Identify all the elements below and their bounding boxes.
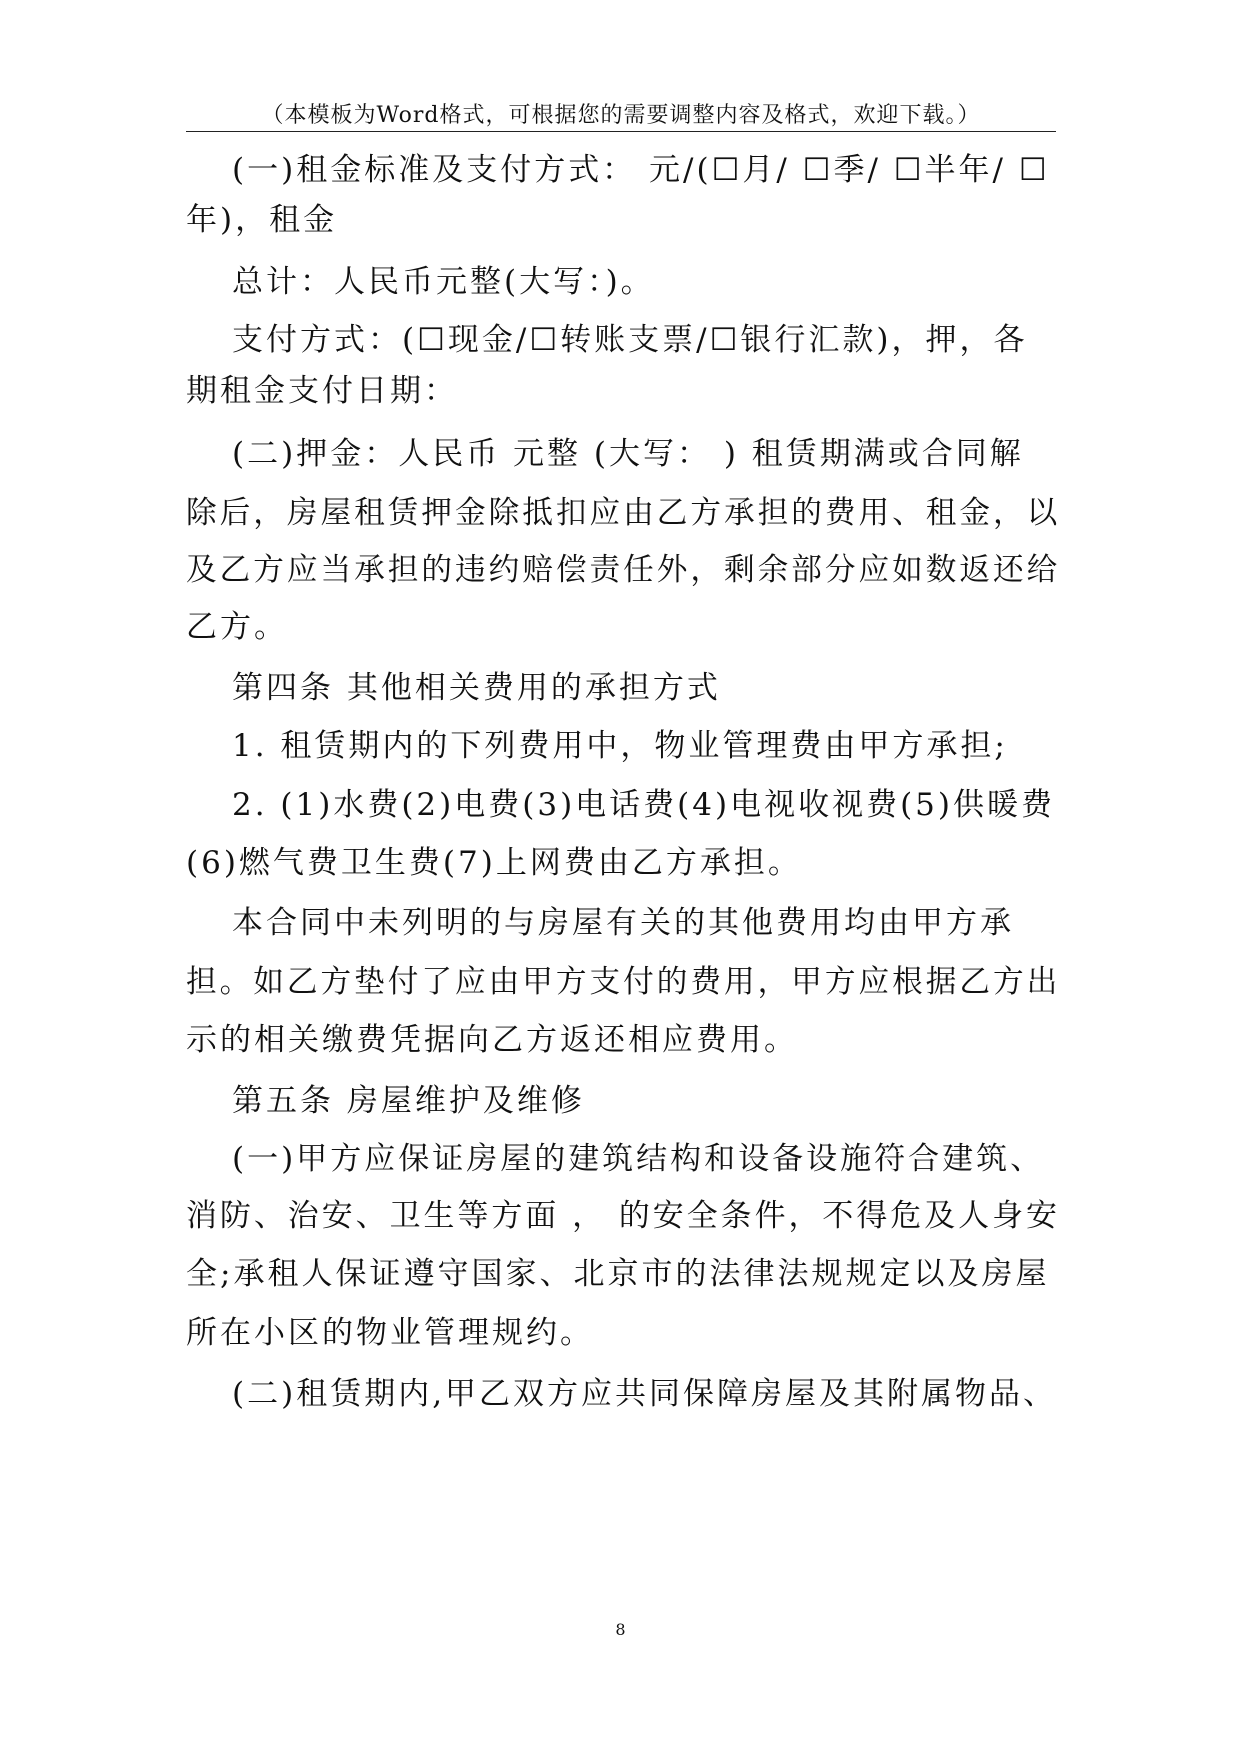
body-text-line: 第五条 房屋维护及维修 bbox=[232, 1083, 585, 1119]
body-text-line: (一)甲方应保证房屋的建筑结构和设备设施符合建筑、 bbox=[232, 1141, 1045, 1177]
body-text-line: (二)押金：人民币 元整 (大写： ) 租赁期满或合同解 bbox=[232, 436, 1024, 472]
body-text-line: 担。如乙方垫付了应由甲方支付的费用，甲方应根据乙方出 bbox=[186, 964, 1061, 1000]
body-text-line: 所在小区的物业管理规约。 bbox=[186, 1315, 594, 1351]
header-divider bbox=[186, 131, 1056, 132]
body-text-line: (二)租赁期内,甲乙双方应共同保障房屋及其附属物品、 bbox=[232, 1376, 1058, 1412]
body-text-line: 乙方。 bbox=[186, 609, 288, 645]
body-text-line: 全;承租人保证遵守国家、北京市的法律法规规定以及房屋 bbox=[186, 1256, 1050, 1292]
body-text-line: 及乙方应当承担的违约赔偿责任外，剩余部分应如数返还给 bbox=[186, 552, 1061, 588]
template-note-header: （本模板为Word格式，可根据您的需要调整内容及格式，欢迎下载。） bbox=[261, 103, 981, 128]
body-text-line: (6)燃气费卫生费(7)上网费由乙方承担。 bbox=[186, 845, 802, 881]
body-text-line: (一)租金标准及支付方式： 元/(☐月/ ☐季/ ☐半年/ ☐ bbox=[232, 152, 1050, 188]
body-text-line: 1. 租赁期内的下列费用中，物业管理费由甲方承担; bbox=[232, 728, 1008, 764]
body-text-line: 总计：人民币元整(大写：)。 bbox=[232, 264, 655, 300]
body-text-line: 2. (1)水费(2)电费(3)电话费(4)电视收视费(5)供暖费 bbox=[232, 787, 1055, 823]
body-text-line: 期租金支付日期： bbox=[186, 373, 458, 409]
body-text-line: 支付方式：(☐现金/☐转账支票/☐银行汇款)，押，各 bbox=[232, 322, 1028, 358]
body-text-line: 第四条 其他相关费用的承担方式 bbox=[232, 670, 721, 706]
body-text-line: 示的相关缴费凭据向乙方返还相应费用。 bbox=[186, 1022, 798, 1058]
body-text-line: 年)，租金 bbox=[186, 202, 338, 238]
page-number: 8 bbox=[615, 1620, 626, 1639]
body-text-line: 消防、治安、卫生等方面 ， 的安全条件，不得危及人身安 bbox=[186, 1198, 1060, 1234]
body-text-line: 除后，房屋租赁押金除抵扣应由乙方承担的费用、租金，以 bbox=[186, 495, 1061, 531]
body-text-line: 本合同中未列明的与房屋有关的其他费用均由甲方承 bbox=[232, 905, 1014, 941]
